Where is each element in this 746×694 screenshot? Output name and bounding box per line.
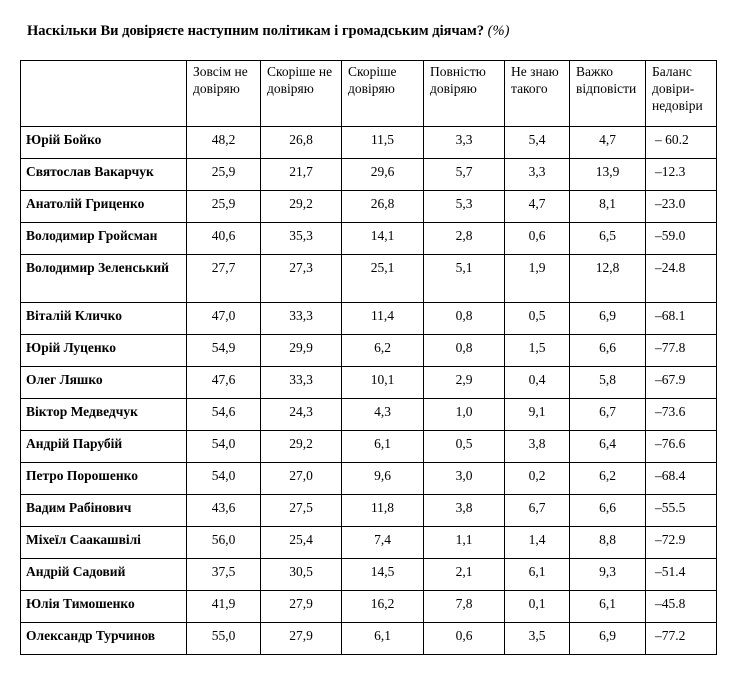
value-cell: 11,5 (342, 127, 424, 159)
value-cell: 1,9 (505, 255, 570, 303)
table-title (27, 23, 509, 40)
value-cell: 4,7 (570, 127, 646, 159)
trust-table (20, 60, 717, 655)
value-cell: 14,1 (342, 223, 424, 255)
politician-name-cell: Олег Ляшко (21, 367, 187, 399)
header-cell (21, 61, 187, 127)
header-cell: Повністю довіряю (424, 61, 505, 127)
value-cell: 3,8 (505, 431, 570, 463)
value-cell: 29,2 (261, 191, 342, 223)
table-row (21, 367, 717, 399)
value-cell: 6,4 (570, 431, 646, 463)
table-row (21, 255, 717, 303)
value-cell: 54,6 (187, 399, 261, 431)
value-cell: 8,8 (570, 527, 646, 559)
trust-balance-cell: –72.9 (646, 527, 717, 559)
politician-name-cell: Віктор Медведчук (21, 399, 187, 431)
table-row (21, 623, 717, 655)
value-cell: 27,5 (261, 495, 342, 527)
value-cell: 1,1 (424, 527, 505, 559)
value-cell: 6,6 (570, 495, 646, 527)
value-cell: 33,3 (261, 367, 342, 399)
value-cell: 47,0 (187, 303, 261, 335)
value-cell: 26,8 (261, 127, 342, 159)
value-cell: 35,3 (261, 223, 342, 255)
politician-name-cell: Олександр Турчинов (21, 623, 187, 655)
value-cell: 11,4 (342, 303, 424, 335)
value-cell: 4,3 (342, 399, 424, 431)
value-cell: 47,6 (187, 367, 261, 399)
value-cell: 54,0 (187, 431, 261, 463)
politician-name-cell: Петро Порошенко (21, 463, 187, 495)
value-cell: 2,9 (424, 367, 505, 399)
value-cell: 3,3 (424, 127, 505, 159)
value-cell: 7,8 (424, 591, 505, 623)
value-cell: 27,3 (261, 255, 342, 303)
value-cell: 6,7 (505, 495, 570, 527)
trust-balance-cell: –68.1 (646, 303, 717, 335)
value-cell: 14,5 (342, 559, 424, 591)
value-cell: 9,3 (570, 559, 646, 591)
value-cell: 0,5 (505, 303, 570, 335)
value-cell: 6,2 (342, 335, 424, 367)
trust-balance-cell: –68.4 (646, 463, 717, 495)
value-cell: 5,3 (424, 191, 505, 223)
table-row (21, 223, 717, 255)
value-cell: 54,0 (187, 463, 261, 495)
table-row (21, 591, 717, 623)
value-cell: 29,2 (261, 431, 342, 463)
value-cell: 8,1 (570, 191, 646, 223)
politician-name-cell: Андрій Парубій (21, 431, 187, 463)
table-row (21, 527, 717, 559)
value-cell: 5,8 (570, 367, 646, 399)
header-row (21, 61, 717, 127)
trust-balance-cell: –55.5 (646, 495, 717, 527)
header-cell: Баланс довіри-недовіри (646, 61, 717, 127)
value-cell: 25,9 (187, 159, 261, 191)
value-cell: 2,8 (424, 223, 505, 255)
value-cell: 6,9 (570, 623, 646, 655)
politician-name-cell: Анатолій Гриценко (21, 191, 187, 223)
value-cell: 3,0 (424, 463, 505, 495)
trust-balance-cell: –73.6 (646, 399, 717, 431)
value-cell: 1,5 (505, 335, 570, 367)
value-cell: 0,8 (424, 303, 505, 335)
table-row (21, 559, 717, 591)
value-cell: 3,8 (424, 495, 505, 527)
value-cell: 48,2 (187, 127, 261, 159)
table-row (21, 159, 717, 191)
value-cell: 5,1 (424, 255, 505, 303)
header-cell: Скоріше не довіряю (261, 61, 342, 127)
value-cell: 9,1 (505, 399, 570, 431)
value-cell: 5,7 (424, 159, 505, 191)
value-cell: 11,8 (342, 495, 424, 527)
title-unit: (%) (487, 23, 510, 39)
value-cell: 2,1 (424, 559, 505, 591)
value-cell: 37,5 (187, 559, 261, 591)
politician-name-cell: Святослав Вакарчук (21, 159, 187, 191)
value-cell: 27,0 (261, 463, 342, 495)
value-cell: 21,7 (261, 159, 342, 191)
value-cell: 25,9 (187, 191, 261, 223)
value-cell: 1,0 (424, 399, 505, 431)
header-cell: Зовсім не довіряю (187, 61, 261, 127)
trust-balance-cell: –76.6 (646, 431, 717, 463)
trust-balance-cell: –59.0 (646, 223, 717, 255)
value-cell: 1,4 (505, 527, 570, 559)
politician-name-cell: Андрій Садовий (21, 559, 187, 591)
value-cell: 27,9 (261, 591, 342, 623)
value-cell: 27,9 (261, 623, 342, 655)
trust-balance-cell: –24.8 (646, 255, 717, 303)
value-cell: 6,1 (505, 559, 570, 591)
value-cell: 30,5 (261, 559, 342, 591)
value-cell: 6,1 (342, 431, 424, 463)
header-cell: Не знаю такого (505, 61, 570, 127)
value-cell: 26,8 (342, 191, 424, 223)
value-cell: 0,6 (505, 223, 570, 255)
value-cell: 0,8 (424, 335, 505, 367)
value-cell: 55,0 (187, 623, 261, 655)
value-cell: 6,6 (570, 335, 646, 367)
header-cell: Скоріше довіряю (342, 61, 424, 127)
politician-name-cell: Юрій Луценко (21, 335, 187, 367)
value-cell: 13,9 (570, 159, 646, 191)
value-cell: 12,8 (570, 255, 646, 303)
value-cell: 40,6 (187, 223, 261, 255)
trust-balance-cell: –51.4 (646, 559, 717, 591)
value-cell: 6,5 (570, 223, 646, 255)
table-row (21, 127, 717, 159)
trust-balance-cell: – 60.2 (646, 127, 717, 159)
value-cell: 16,2 (342, 591, 424, 623)
value-cell: 24,3 (261, 399, 342, 431)
value-cell: 43,6 (187, 495, 261, 527)
value-cell: 27,7 (187, 255, 261, 303)
table-body (21, 127, 717, 655)
value-cell: 25,4 (261, 527, 342, 559)
value-cell: 0,4 (505, 367, 570, 399)
politician-name-cell: Віталій Кличко (21, 303, 187, 335)
value-cell: 7,4 (342, 527, 424, 559)
value-cell: 4,7 (505, 191, 570, 223)
value-cell: 6,1 (570, 591, 646, 623)
value-cell: 10,1 (342, 367, 424, 399)
value-cell: 0,6 (424, 623, 505, 655)
value-cell: 0,1 (505, 591, 570, 623)
value-cell: 3,3 (505, 159, 570, 191)
trust-balance-cell: –12.3 (646, 159, 717, 191)
trust-balance-cell: –77.2 (646, 623, 717, 655)
value-cell: 6,9 (570, 303, 646, 335)
value-cell: 5,4 (505, 127, 570, 159)
value-cell: 25,1 (342, 255, 424, 303)
trust-balance-cell: –77.8 (646, 335, 717, 367)
value-cell: 6,1 (342, 623, 424, 655)
value-cell: 29,9 (261, 335, 342, 367)
trust-balance-cell: –45.8 (646, 591, 717, 623)
trust-balance-cell: –23.0 (646, 191, 717, 223)
table-row (21, 431, 717, 463)
value-cell: 54,9 (187, 335, 261, 367)
value-cell: 6,7 (570, 399, 646, 431)
value-cell: 9,6 (342, 463, 424, 495)
table-row (21, 335, 717, 367)
politician-name-cell: Володимир Зеленський (21, 255, 187, 303)
politician-name-cell: Вадим Рабінович (21, 495, 187, 527)
value-cell: 0,2 (505, 463, 570, 495)
value-cell: 41,9 (187, 591, 261, 623)
value-cell: 29,6 (342, 159, 424, 191)
table-row (21, 399, 717, 431)
politician-name-cell: Юрій Бойко (21, 127, 187, 159)
table-row (21, 303, 717, 335)
table-row (21, 495, 717, 527)
title-text: Наскільки Ви довіряєте наступним політикам і громадським діячам? (27, 23, 485, 39)
table-row (21, 191, 717, 223)
header-cell: Важко відповісти (570, 61, 646, 127)
table-row (21, 463, 717, 495)
politician-name-cell: Міхеїл Саакашвілі (21, 527, 187, 559)
value-cell: 33,3 (261, 303, 342, 335)
trust-balance-cell: –67.9 (646, 367, 717, 399)
value-cell: 0,5 (424, 431, 505, 463)
value-cell: 56,0 (187, 527, 261, 559)
value-cell: 6,2 (570, 463, 646, 495)
value-cell: 3,5 (505, 623, 570, 655)
politician-name-cell: Володимир Гройсман (21, 223, 187, 255)
politician-name-cell: Юлія Тимошенко (21, 591, 187, 623)
